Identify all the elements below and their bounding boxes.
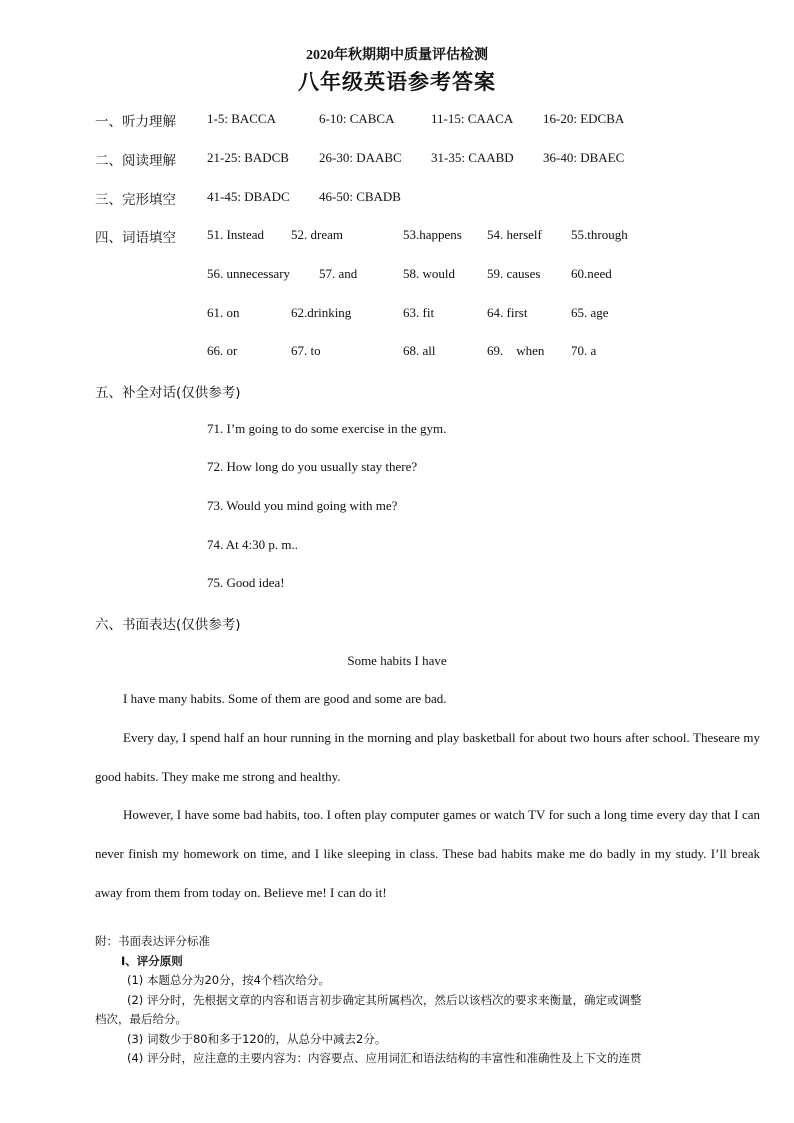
word-answer: 58. would [403, 266, 455, 281]
word-answer: 54. herself [487, 227, 542, 242]
dialogue-answer: 75. Good idea! [207, 575, 285, 590]
criteria-item: (1) 本题总分为20分，按4个档次给分。 [127, 973, 330, 987]
word-answer: 57. and [319, 266, 358, 281]
word-answer: 66. or [207, 343, 238, 358]
word-answer: 69. when [487, 343, 545, 358]
essay-paragraph-3: However, I have some bad habits, too. I often play computer games or watch TV for such a long time every day that I can never finish my homework on time, and I like sleeping in class. These bad habits make me do badly in my study. I’ll break away from them from today on. Believe me! I can do it! [95, 807, 760, 900]
answer-group: 16-20: EDCBA [543, 111, 625, 126]
word-answer: 68. all [403, 343, 436, 358]
word-answer: 62.drinking [291, 305, 352, 320]
section-2-label: 二、阅读理解 [95, 153, 176, 169]
answer-group: 41-45: DBADC [207, 189, 290, 204]
answer-group: 11-15: CAACA [431, 111, 514, 126]
dialogue-answer: 73. Would you mind going with me? [207, 498, 398, 513]
answer-group: 26-30: DAABC [319, 150, 402, 165]
answer-group: 31-35: CAABD [431, 150, 514, 165]
word-answer: 53.happens [403, 227, 462, 242]
criteria-item: (3) 词数少于80和多于120的，从总分中减去2分。 [127, 1031, 387, 1046]
word-answer: 67. to [291, 343, 321, 358]
criteria-item: (4) 评分时，应注意的主要内容为：内容要点、应用词汇和语法结构的丰富性和准确性及上下文的连贯 [127, 1051, 642, 1065]
answer-group: 36-40: DBAEC [543, 150, 625, 165]
word-answer: 61. on [207, 305, 240, 320]
essay-title: Some habits I have [347, 653, 447, 668]
section-1-label: 一、听力理解 [95, 114, 176, 130]
essay-paragraph-2: Every day, I spend half an hour running in the morning and play basketball for about two hours after school. Theseare my good habits. They make me strong and healthy. [95, 730, 760, 784]
dialogue-answer: 74. At 4:30 p. m.. [207, 537, 299, 552]
answer-group: 6-10: CABCA [319, 111, 395, 126]
appendix-heading: 附：书面表达评分标准 [95, 934, 210, 948]
word-answer: 55.through [571, 227, 628, 242]
section-6-label: 六、书面表达(仅供参考) [95, 617, 241, 633]
dialogue-answer: 71. I’m going to do some exercise in the gym. [207, 421, 447, 436]
answer-group: 21-25: BADCB [207, 150, 289, 165]
word-answer: 56. unnecessary [207, 266, 291, 281]
word-answer: 60.need [571, 266, 612, 281]
exam-title: 2020年秋期期中质量评估检测 [306, 48, 488, 63]
word-answer: 52. dream [291, 227, 343, 242]
criteria-item-continuation: 档次，最后给分。 [95, 1012, 187, 1026]
scoring-criteria [95, 932, 765, 1069]
word-answer: 63. fit [403, 305, 435, 320]
word-answer: 64. first [487, 305, 528, 320]
essay-paragraph-1: I have many habits. Some of them are good and some are bad. [123, 691, 447, 706]
word-answer: 59. causes [487, 266, 541, 281]
answer-key-title: 八年级英语参考答案 [298, 70, 496, 94]
dialogue-answer: 72. How long do you usually stay there? [207, 459, 418, 474]
answer-group: 46-50: CBADB [319, 189, 401, 204]
word-answer: 51. Instead [207, 227, 265, 242]
answer-group: 1-5: BACCA [207, 111, 276, 126]
section-5-label: 五、补全对话(仅供参考) [95, 385, 241, 401]
principles-heading: I、评分原则 [121, 953, 183, 968]
word-answer: 65. age [571, 305, 609, 320]
word-answer: 70. a [571, 343, 597, 358]
section-4-label: 四、词语填空 [95, 230, 176, 246]
criteria-item: (2) 评分时，先根据文章的内容和语言初步确定其所属档次，然后以该档次的要求来衡量，确定或调整 [127, 992, 642, 1007]
section-3-label: 三、完形填空 [95, 192, 176, 208]
